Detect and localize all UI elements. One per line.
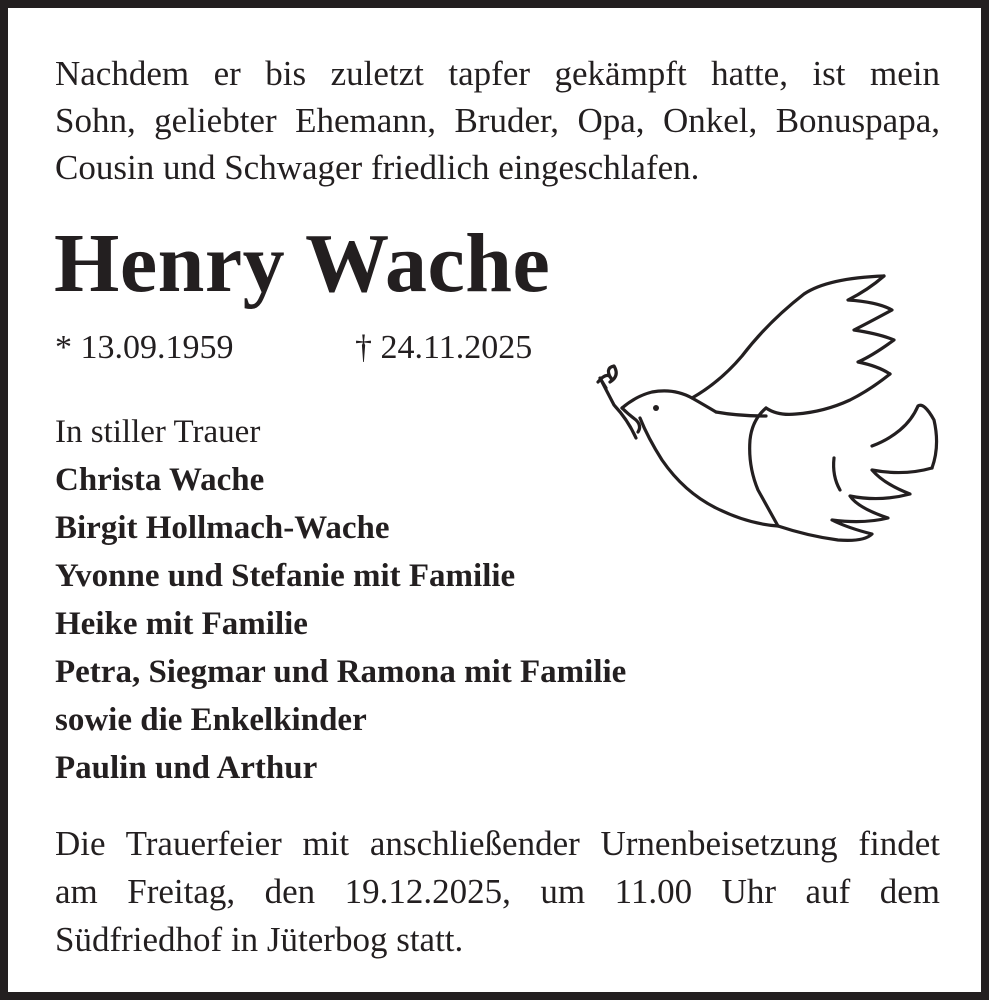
mourner-name: Christa Wache xyxy=(55,462,265,498)
life-dates xyxy=(55,326,533,370)
birth-date: * 13.09.1959 xyxy=(55,329,234,366)
intro-text xyxy=(55,50,940,191)
ceremony-text xyxy=(55,820,940,964)
mourner-name: Heike mit Familie xyxy=(55,606,308,642)
intro-line: Cousin und Schwager friedlich eingeschlafen. xyxy=(55,148,700,187)
mourners-list xyxy=(55,408,626,792)
deceased-name: Henry Wache xyxy=(54,217,551,310)
mourning-lead: In stiller Trauer xyxy=(55,414,261,450)
ceremony-line: Südfriedhof in Jüterbog statt. xyxy=(55,920,464,959)
ceremony-line: am Freitag, den 19.12.2025, um 11.00 Uhr auf dem xyxy=(55,872,940,911)
mourner-name: Birgit Hollmach-Wache xyxy=(55,510,390,546)
mourner-name: sowie die Enkelkinder xyxy=(55,702,367,738)
mourner-name: Petra, Siegmar und Ramona mit Familie xyxy=(55,654,627,690)
mourner-name: Paulin und Arthur xyxy=(55,750,318,786)
dove-with-olive-branch-icon xyxy=(588,270,948,560)
intro-line: Nachdem er bis zuletzt tapfer gekämpft hatte, ist mein xyxy=(55,54,940,93)
ceremony-line: Die Trauerfeier mit anschließender Urnenbeisetzung findet xyxy=(55,824,940,863)
death-date: † 24.11.2025 xyxy=(355,329,533,366)
intro-line: Sohn, geliebter Ehemann, Bruder, Opa, Onkel, Bonuspapa, xyxy=(55,101,940,140)
mourner-name: Yvonne und Stefanie mit Familie xyxy=(55,558,516,594)
